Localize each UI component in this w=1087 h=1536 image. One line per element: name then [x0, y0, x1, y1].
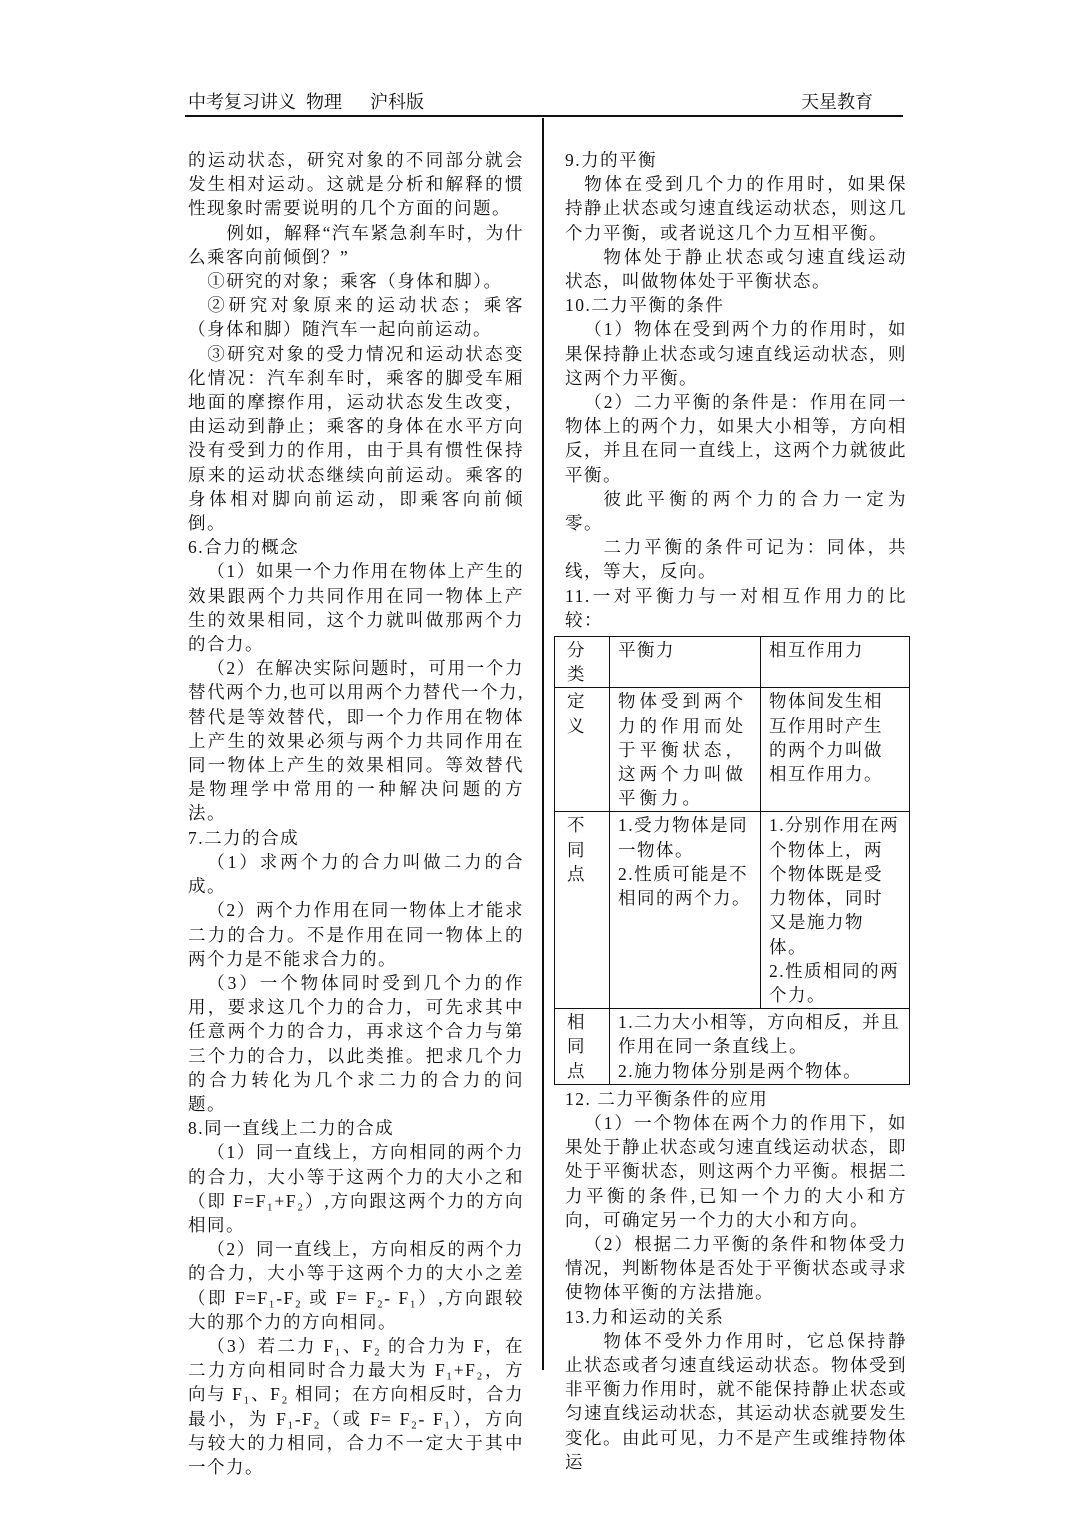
- header-left: [188, 88, 434, 114]
- paragraph: 物体处于静止状态或匀速直线运动状态，叫做物体处于平衡状态。: [565, 246, 907, 292]
- row-label: 相同点: [555, 1009, 610, 1085]
- section-heading: 10.二力平衡的条件: [565, 295, 725, 316]
- table-row: [555, 688, 910, 812]
- section-heading: 6.合力的概念: [188, 537, 300, 558]
- table-row: [555, 1009, 910, 1085]
- paragraph: 彼此平衡的两个力的合力一定为零。: [565, 488, 907, 534]
- paragraph: 二力平衡的条件可记为：同体，共线，等大，反向。: [565, 537, 907, 582]
- right-top-text: [565, 148, 907, 632]
- row-label: 不同点: [555, 812, 610, 1009]
- header-title: 中考复习讲义: [188, 92, 296, 112]
- table-row: [555, 812, 910, 1009]
- interaction-force-cell: 1.分别作用在两个物体上，两个物体既是受力物体，同时又是施力物体。 2.性质相同的两个力。: [761, 812, 910, 1009]
- paragraph: ②研究对象原来的运动状态；乘客（身体和脚）随汽车一起向前运动。: [188, 295, 524, 340]
- section-heading: 7.二力的合成: [188, 827, 300, 848]
- paragraph: （3）若二力 F₁、F₂ 的合力为 F，在二力方向相同时合力最大为 F₁+F₂，方向与 F₁、F₂ 相同；在方向相反时，合力最小，为 F₁-F₂（或 F= F₂- F₁），方向与较大的力相同，合力不一定大于其中一个力。: [188, 1335, 524, 1477]
- paragraph: （2）两个力作用在同一物体上才能求二力的合力。不是作用在同一物体上的两个力是不能求合力的。: [188, 900, 524, 969]
- paragraph: （1）物体在受到两个力的作用时，如果保持静止状态或匀速直线运动状态，则这两个力平衡。: [565, 319, 907, 388]
- left-column: [188, 148, 524, 1479]
- paragraph: （2）根据二力平衡的条件和物体受力情况，判断物体是否处于平衡状态或寻求使物体平衡的方法措施。: [565, 1233, 907, 1303]
- interaction-force-cell: 物体间发生相互作用时产生的两个力叫做相互作用力。: [761, 688, 910, 812]
- paragraph: （1）一个物体在两个力的作用下，如果处于静止状态或匀速直线运动状态，即处于平衡状态，则这两个力平衡。根据二力平衡的条件,已知一个力的大小和方向，可确定另一个力的大小和方向。: [565, 1112, 907, 1230]
- column-divider: [542, 118, 544, 1370]
- row-label: 定义: [555, 688, 610, 812]
- right-bottom-text: [565, 1087, 907, 1474]
- section-heading: 13.力和运动的关系: [565, 1306, 725, 1327]
- table-header-cell: 分类: [555, 637, 610, 688]
- balance-force-cell: 物体受到两个力的作用而处于平衡状态，这两个力叫做平衡力。: [610, 688, 761, 812]
- paragraph: ①研究的对象；乘客（身体和脚）。: [207, 271, 503, 292]
- page-header: [188, 88, 903, 114]
- comparison-table: [554, 636, 910, 1085]
- header-divider: [185, 115, 903, 117]
- section-heading: 11.一对平衡力与一对相互作用力的比较：: [565, 585, 907, 630]
- paragraph: （2）同一直线上，方向相反的两个力的合力，大小等于这两个力的大小之差（即 F=F₁-F₂ 或 F= F₂- F₁）,方向跟较大的那个力的方向相同。: [188, 1239, 524, 1332]
- right-column: [565, 148, 907, 1474]
- section-heading: 12. 二力平衡条件的应用: [565, 1088, 769, 1109]
- header-org: 天星教育: [801, 92, 873, 112]
- section-heading: 的运动状态，研究对象的不同部分就会发生相对运动。这就是分析和解释的惯性现象时需要说明的几个方面的问题。: [188, 150, 524, 219]
- section-heading: 8.同一直线上二力的合成: [188, 1118, 395, 1139]
- header-subject: 物理: [306, 92, 342, 112]
- paragraph: （1）同一直线上，方向相同的两个力的合力，大小等于这两个力的大小之和（即 F=F₁+F₂）,方向跟这两个力的方向相同。: [188, 1142, 524, 1235]
- paragraph: 例如，解释“汽车紧急刹车时，为什么乘客向前倾倒？”: [188, 222, 524, 267]
- paragraph: 物体不受外力作用时，它总保持静止状态或者匀速直线运动状态。物体受到非平衡力作用时，就不能保持静止状态或匀速直线运动状态，其运动状态就要发生变化。由此可见，力不是产生或维持物体运: [565, 1330, 907, 1472]
- paragraph: （3）一个物体同时受到几个力的作用，要求这几个力的合力，可先求其中任意两个力的合力，再求这个合力与第三个力的合力，以此类推。把求几个力的合力转化为几个求二力的合力的问题。: [188, 972, 524, 1114]
- table-header-row: [555, 637, 910, 688]
- paragraph: 物体在受到几个力的作用时，如果保持静止状态或匀速直线运动状态，则这几个力平衡，或者说这几个力互相平衡。: [565, 174, 907, 243]
- paragraph: （1）如果一个力作用在物体上产生的效果跟两个力共同作用在同一物体上产生的效果相同，这个力就叫做那两个力的合力。: [188, 561, 524, 655]
- table-header-cell: 平衡力: [610, 637, 761, 688]
- balance-force-cell: 1.受力物体是同一物体。 2.性质可能是不相同的两个力。: [610, 812, 761, 1009]
- paragraph: （2）在解决实际问题时，可用一个力替代两个力,也可以用两个力替代一个力,替代是等效替代，即一个力作用在物体上产生的效果必须与两个力共同作用在同一物体上产生的效果相同。等效替代是物理学中常用的一种解决问题的方法。: [188, 658, 524, 824]
- common-points-cell: 1.二力大小相等，方向相反，并且作用在同一条直线上。 2.施力物体分别是两个物体。: [610, 1009, 910, 1085]
- table-header-cell: 相互作用力: [761, 637, 910, 688]
- paragraph: （2）二力平衡的条件是：作用在同一物体上的两个力，如果大小相等，方向相反，并且在同一直线上，这两个力就彼此平衡。: [565, 392, 907, 485]
- header-edition: 沪科版: [370, 92, 424, 112]
- paragraph: （1）求两个力的合力叫做二力的合成。: [188, 851, 524, 897]
- paragraph: ③研究对象的受力情况和运动状态变化情况：汽车刹车时，乘客的脚受车厢地面的摩擦作用，运动状态发生改变，由运动到静止；乘客的身体在水平方向没有受到力的作用，由于具有惯性保持原来的运动状态继续向前运动。乘客的身体相对脚向前运动，即乘客向前倾倒。: [188, 343, 524, 534]
- section-heading: 9.力的平衡: [565, 150, 658, 170]
